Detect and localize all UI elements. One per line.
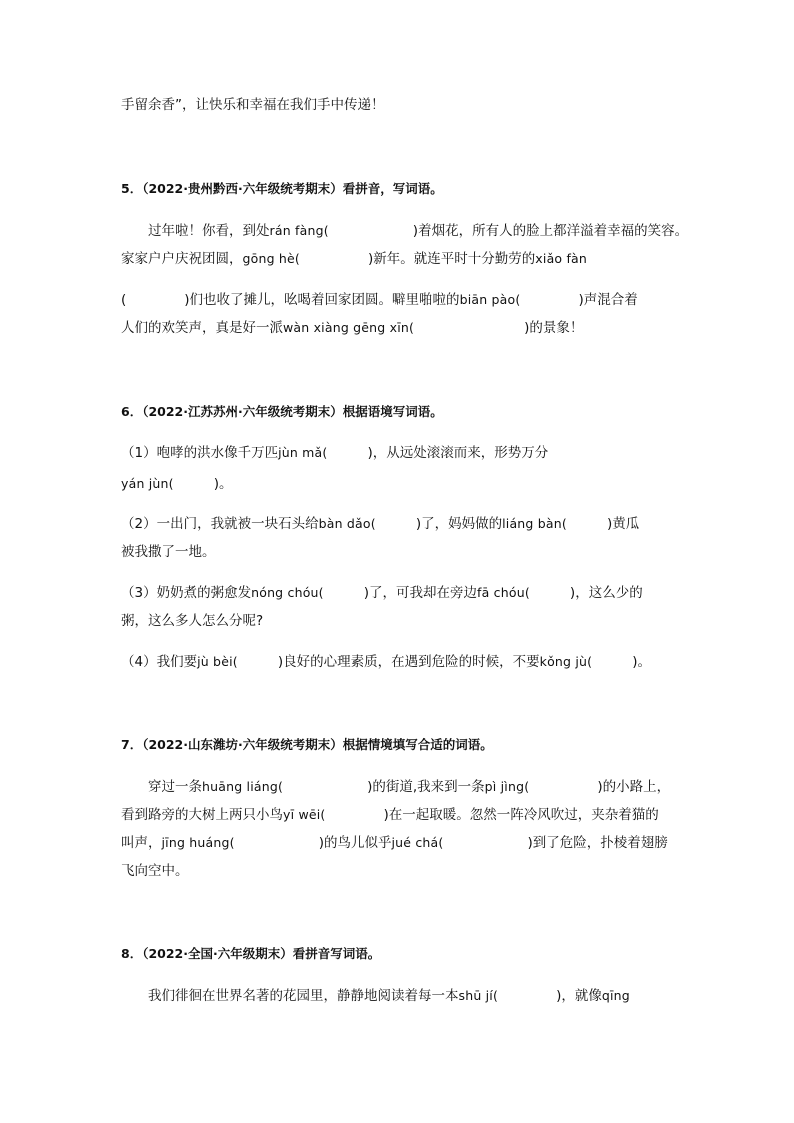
pinyin-prompt: yī wēi( bbox=[283, 807, 326, 822]
q6-sub-3: （3）奶奶煮的粥愈发nóng chóu( )了，可我却在旁边fā chóu( )，这么少的 bbox=[121, 585, 643, 601]
question-6-header: 6．（2022·江苏苏州·六年级统考期末）根据语境写词语。 bbox=[121, 404, 443, 419]
q7-line-1: 穿过一条huāng liáng( )的街道,我来到一条pì jìng( )的小路上， bbox=[148, 779, 671, 795]
pinyin-prompt: jùn mǎ( bbox=[278, 445, 328, 460]
intro-tail-text: 手留余香”，让快乐和幸福在我们手中传递！ bbox=[121, 97, 385, 113]
q6-sub-1: （1）咆哮的洪水像千万匹jùn mǎ( )，从远处滚滚而来，形势万分 bbox=[121, 445, 549, 461]
q5-line-2: 家家户户庆祝团圆，gōng hè( )新年。就连平时十分勤劳的xiǎo fàn bbox=[121, 251, 588, 267]
q6-sub-4: （4）我们要jù bèi( )良好的心理素质，在遇到危险的时候，不要kǒng jù( )。 bbox=[121, 654, 651, 670]
question-7-header: 7．（2022·山东潍坊·六年级统考期末）根据情境填写合适的词语。 bbox=[121, 737, 493, 752]
question-5-header: 5．（2022·贵州黔西·六年级统考期末）看拼音，写词语。 bbox=[121, 181, 443, 196]
q6-sub-2: （2）一出门，我就被一块石头给bàn dǎo( )了，妈妈做的liáng bàn( )黄瓜 bbox=[121, 516, 640, 532]
pinyin-prompt: qīng bbox=[601, 988, 630, 1003]
pinyin-prompt: rán fàng( bbox=[269, 223, 329, 238]
pinyin-prompt: xiǎo fàn bbox=[535, 251, 588, 266]
pinyin-prompt: pì jìng( bbox=[484, 779, 530, 794]
pinyin-prompt: bàn dǎo( bbox=[318, 516, 376, 531]
q6-sub-2-cont: 被我撒了一地。 bbox=[121, 544, 216, 560]
pinyin-prompt: kǒng jù( bbox=[539, 654, 593, 669]
pinyin-prompt: jīng huáng( bbox=[161, 835, 235, 850]
pinyin-prompt: huāng liáng( bbox=[202, 779, 284, 794]
q7-line-2: 看到路旁的大树上两只小鸟yī wēi( )在一起取暖。忽然一阵冷风吹过，夹杂着猫的 bbox=[121, 807, 659, 823]
pinyin-prompt: fā chóu( bbox=[477, 585, 530, 600]
pinyin-prompt: shū jí( bbox=[458, 988, 499, 1003]
q8-line-1: 我们徘徊在世界名著的花园里，静静地阅读着每一本shū jí( )，就像qīng bbox=[148, 988, 630, 1004]
pinyin-prompt: biān pào( bbox=[459, 292, 521, 307]
pinyin-prompt: wàn xiàng gēng xīn( bbox=[283, 320, 415, 335]
pinyin-prompt: liáng bàn( bbox=[502, 516, 567, 531]
pinyin-prompt: nóng chóu( bbox=[251, 585, 324, 600]
pinyin-prompt: jué chá( bbox=[391, 835, 444, 850]
pinyin-prompt: yán jùn( bbox=[121, 476, 174, 491]
q5-line-1: 过年啦！你看，到处rán fàng( )着烟花，所有人的脸上都洋溢着幸福的笑容。 bbox=[148, 223, 689, 239]
q5-line-3: ( )们也收了摊儿，吆喝着回家团圆。噼里啪啦的biān pào( )声混合着 bbox=[121, 292, 638, 308]
q5-line-4: 人们的欢笑声，真是好一派wàn xiàng gēng xīn( )的景象！ bbox=[121, 320, 584, 336]
pinyin-prompt: jù bèi( bbox=[197, 654, 238, 669]
q6-sub-1-cont: yán jùn( )。 bbox=[121, 476, 233, 492]
q6-sub-3-cont: 粥，这么多人怎么分呢? bbox=[121, 613, 264, 629]
pinyin-prompt: gōng hè( bbox=[242, 251, 301, 266]
q7-line-4: 飞向空中。 bbox=[121, 863, 189, 879]
q7-line-3: 叫声，jīng huáng( )的鸟儿似乎jué chá( )到了危险，扑棱着翅膀 bbox=[121, 835, 668, 851]
question-8-header: 8．（2022·全国·六年级期末）看拼音写词语。 bbox=[121, 946, 381, 961]
